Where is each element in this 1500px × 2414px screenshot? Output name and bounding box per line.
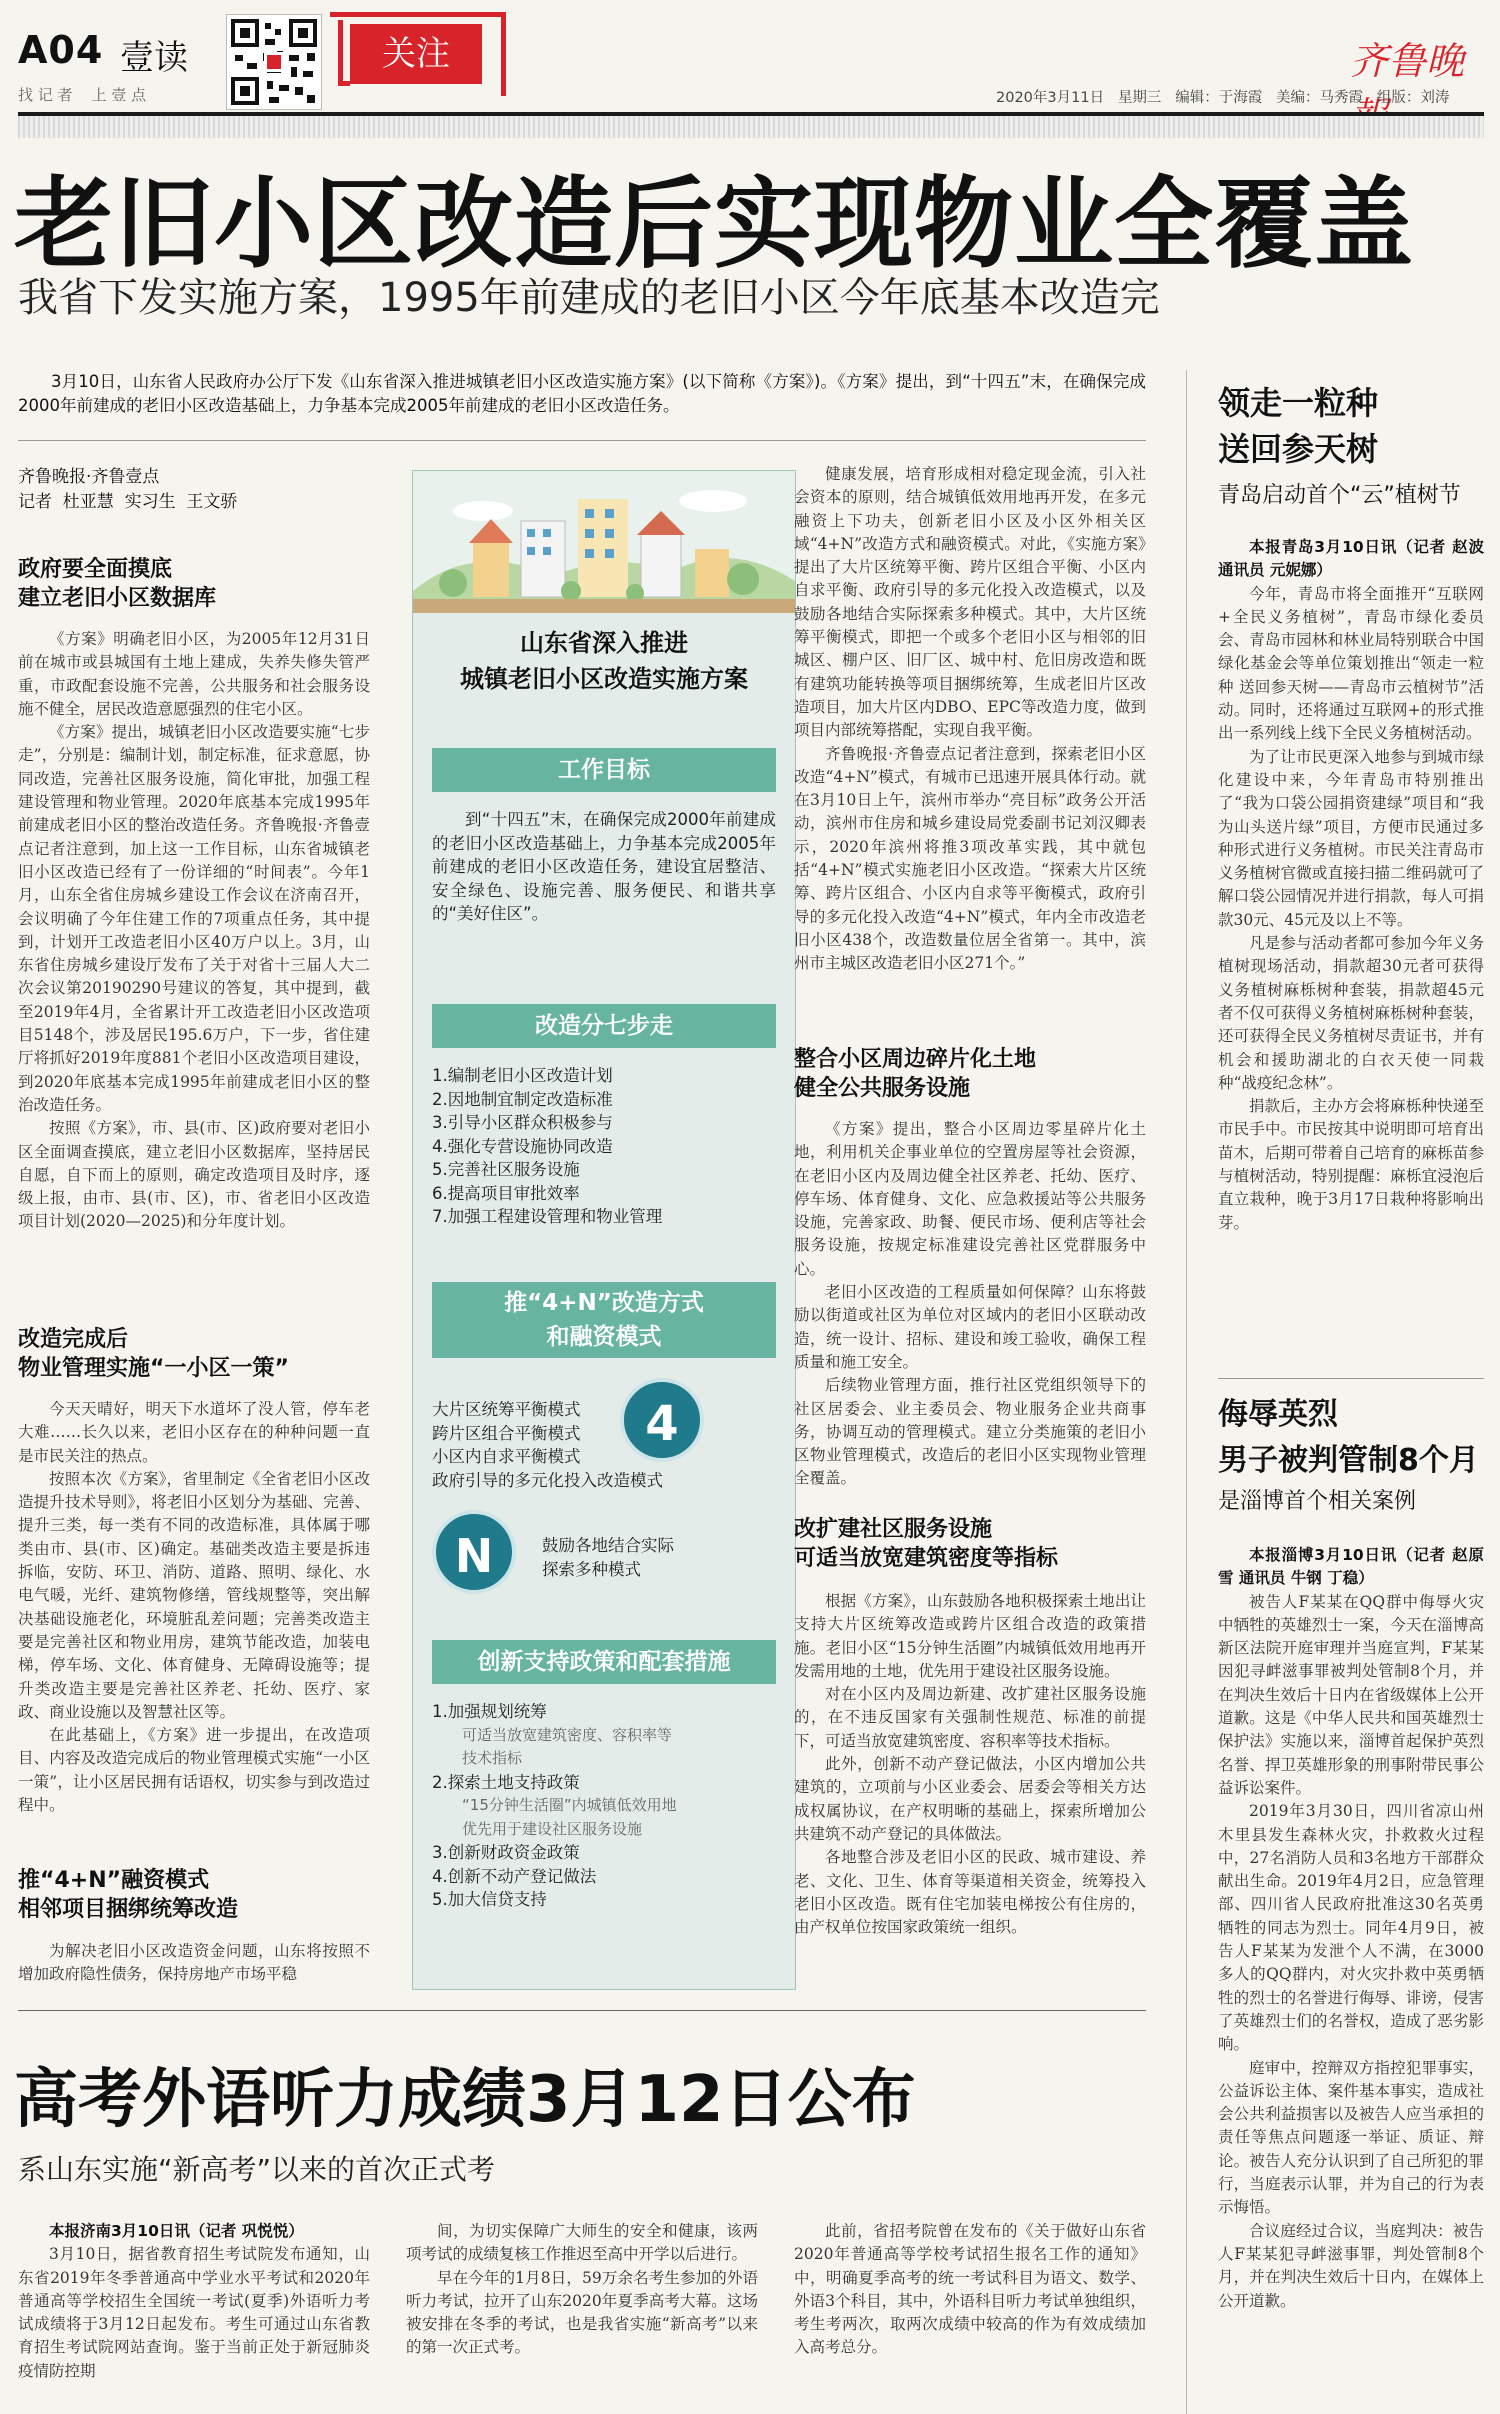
lead-rule (18, 440, 1146, 441)
section-tag: 关注 (350, 24, 482, 84)
paragraph: 根据《方案》，山东鼓励各地积极探索土地出让支持大片区统筹改造或跨片区组合改造的政策措施。老旧小区“15分钟生活圈”内城镇低效用地再开发需用地的土地，优先用于建设社区服务设施。 (794, 1592, 1146, 1680)
paragraph: 合议庭经过合议，当庭判决：被告人F某某犯寻衅滋事罪，判处管制8个月，并在判决生效后十日内，在媒体上公开道歉。 (1218, 2221, 1484, 2310)
slogan: 找 记 者 上 壹 点 (18, 86, 147, 104)
section3-title: 推“4+N”融资模式 相邻项目捆绑统筹改造 (18, 1868, 239, 1922)
paragraph: 老旧小区改造的工程质量如何保障？山东将鼓励以街道或社区为单位对区域内的老旧小区联动改造，统一设计、招标、建设和竣工验收，确保工程质量和施工安全。 (794, 1283, 1146, 1371)
list-item: 4.强化专营设施协同改造 (432, 1136, 613, 1156)
section2-title: 改造完成后 物业管理实施“一小区一策” (18, 1327, 289, 1381)
bottom-col1: 本报济南3月10日讯（记者 巩悦悦） 3月10日，据省教育招生考试院发布通知，山东省2019年冬季普通高中学业水平考试和2020年普通高等学校招生全国统一考试(夏季)外语听力考试成绩将于3月12日起发布。考生可通过山东省教育招生考试院网站查询。鉴于当前正处于新冠肺炎疫情防控期 (18, 2222, 370, 2380)
side1-byline: 本报青岛3月10日讯（记者 赵波 通讯员 元妮娜） (1218, 538, 1484, 580)
paragraph: 间，为切实保障广大师生的安全和健康，该两项考试的成绩复核工作推迟至高中开学以后进行。 (406, 2222, 758, 2264)
section-name: 壹读 (120, 38, 188, 78)
section1-title: 政府要全面摸底 建立老旧小区数据库 (18, 557, 217, 611)
page-number: A04 (18, 28, 104, 72)
lead-paragraph: 3月10日，山东省人民政府办公厅下发《山东省深入推进城镇老旧小区改造实施方案》(以下简称《方案》)。《方案》提出，到“十四五”末，在确保完成2000年前建成的老旧小区改造基础上，力争基本完成2005年前建成的老旧小区改造任务。 (18, 372, 1146, 415)
city-illustration (413, 471, 795, 613)
letter-n-badge: N (432, 1510, 516, 1594)
paragraph: 在此基础上，《方案》进一步提出，在改造项目、内容及改造完成后的物业管理模式实施“一小区一策”，让小区居民拥有话语权，切实参与到改造过程中。 (18, 1726, 370, 1815)
byline-outlet: 齐鲁晚报·齐鲁壹点 (18, 467, 160, 487)
paragraph: 庭审中，控辩双方指控犯罪事实，公益诉讼主体、案件基本事实，造成社会公共利益损害以及被告人应当承担的责任等焦点问题逐一举证、质证、辩论。被告人充分认识到了自己所犯的罪行，当庭表示认罪，并为自己的行为表示悔悟。 (1218, 2058, 1484, 2217)
list-item: “15分钟生活圈”内城镇低效用地 (432, 1796, 677, 1814)
side-rule (1218, 1378, 1484, 1379)
list-item: 大片区统筹平衡模式 (432, 1400, 581, 1419)
infobox-steps-list (432, 1064, 776, 1229)
side-divider (1186, 370, 1187, 2414)
qr-code-icon (226, 14, 322, 110)
column3-body (794, 463, 1146, 1028)
side2-title: 侮辱英烈 男子被判管制8个月 (1218, 1397, 1479, 1478)
tag-bracket-icon (338, 20, 350, 86)
list-item: 政府引导的多元化投入改造模式 (432, 1470, 663, 1490)
paragraph: 为解决老旧小区改造资金问题，山东将按照不增加政府隐性债务，保持房地产市场平稳 (18, 1942, 370, 1984)
bottom-rule (18, 2010, 1146, 2011)
infobox-finance-banner: 推“4+N”改造方式 和融资模式 (432, 1282, 776, 1358)
list-item: 技术指标 (432, 1749, 523, 1767)
infobox-goal-banner: 工作目标 (432, 748, 776, 792)
side2-subtitle: 是淄博首个相关案例 (1218, 1489, 1417, 1514)
paragraph: 2019年3月30日，四川省凉山州木里县发生森林火灾，扑救救火过程中，27名消防人员和3名地方干部群众献出生命。2019年4月2日，应急管理部、四川省人民政府批准这30名英勇牺牲的同志为烈士。同年4月9日，被告人F某某为发泄个人不满，在3000多人的QQ群内，对火灾扑救中英勇牺牲的烈士的名誉进行侮辱、诽谤，侵害了英雄烈士们的名誉权，造成了恶劣影响。 (1218, 1802, 1484, 2054)
section1-body (18, 628, 370, 1306)
paragraph: 按照本次《方案》，省里制定《全省老旧小区改造提升技术导则》，将老旧小区划分为基础、完善、提升三类，每一类有不同的改造标准，具体属于哪类由市、县(市、区)确定。基础类改造主要是拆违拆临，安防、环卫、消防、道路、照明、绿化、水电气暖，光纤、建筑物修缮，管线规整等，突出解决基础设施老化，环境脏乱差问题；完善类改造主要是完善社区和物业用房，建筑节能改造，加装电梯，停车场、文化、体育健身、无障碍设施等；提升类改造主要是完善社区养老、托幼、医疗、家政、商业设施以及智慧社区等。 (18, 1469, 370, 1721)
side1-title: 领走一粒种 送回参天树 (1218, 384, 1379, 468)
side2-body (1218, 1544, 1484, 2404)
side2-byline: 本报淄博3月10日讯（记者 赵原雪 通讯员 牛钢 丁稳） (1218, 1546, 1484, 1588)
paragraph: 齐鲁晚报·齐鲁壹点记者注意到，探索老旧小区改造“4+N”模式，有城市已迅速开展具体行动。就在3月10日上午，滨州市举办“亮目标”政务公开活动，滨州市住房和城乡建设局党委副书记刘汉卿表示，2020年滨州将推3项改革实践，其中就包括“4+N”模式实施老旧小区改造。“探索大片区统筹、跨片区组合、小区内自求等平衡模式，政府引导的多元化投入改造“4+N”模式，年内全市改造老旧小区438个，改造数量位居全省第一。其中，滨州市主城区改造老旧小区271个。” (794, 744, 1146, 973)
list-item: 3.创新财政资金政策 (432, 1843, 580, 1862)
bottom-subhead: 系山东实施“新高考”以来的首次正式考 (18, 2153, 496, 2186)
list-item: 2.因地制宜制定改造标准 (432, 1089, 613, 1109)
paragraph: 各地整合涉及老旧小区的民政、城市建设、养老、文化、卫生、体育等渠道相关资金，统筹投入老旧小区改造。既有住宅加装电梯按公有住房的，由产权单位按国家政策统一组织。 (794, 1848, 1146, 1937)
issue-meta: 2020年3月11日 星期三 编辑：于海霞 美编：马秀霞 组版：刘涛 (996, 90, 1450, 106)
list-item: 3.引导小区群众积极参与 (432, 1113, 613, 1132)
paragraph: 此外，创新不动产登记做法，小区内增加公共建筑的，立项前与小区业委会、居委会等相关方达成权属协议，在产权明晰的基础上，探索所增加公共建筑不动产登记的具体做法。 (794, 1755, 1146, 1843)
list-item: 优先用于建设社区服务设施 (432, 1819, 643, 1838)
header-band (18, 116, 1484, 138)
infobox-policy-banner: 创新支持政策和配套措施 (432, 1640, 776, 1684)
paragraph: 今年，青岛市将全面推开“互联网+全民义务植树”，青岛市绿化委员会、青岛市园林和林业局特别联合中国绿化基金会等单位策划推出“领走一粒种 送回参天树——青岛市云植树节”活动。同时，还将通过互联网+的形式推出一系列线上线下全民义务植树活动。 (1218, 584, 1484, 743)
list-item: 4.创新不动产登记做法 (432, 1866, 597, 1886)
list-item: 5.完善社区服务设施 (432, 1160, 580, 1179)
list-item: 1.加强规划统筹 (432, 1702, 547, 1721)
list-item: 1.编制老旧小区改造计划 (432, 1066, 613, 1085)
section5-title: 改扩建社区服务设施 可适当放宽建筑密度等指标 (794, 1517, 1059, 1571)
list-item: 小区内自求平衡模式 (432, 1447, 581, 1466)
bottom-col3 (794, 2220, 1146, 2406)
bottom-headline: 高考外语听力成绩3月12日公布 (14, 2063, 916, 2137)
list-item: 可适当放宽建筑密度、容积率等 (432, 1725, 673, 1744)
paragraph: 被告人F某某在QQ群中侮辱火灾中牺牲的英雄烈士一案，今天在淄博高新区法院开庭审理并当庭宣判，F某某因犯寻衅滋事罪被判处管制8个月，并在判决生效后十日内在省级媒体上公开道歉。这是《中华人民共和国英雄烈士保护法》实施以来，淄博首起保护英烈名誉、捍卫英雄形象的刑事附带民事公益诉讼案件。 (1218, 1592, 1484, 1797)
infobox-policy-list (432, 1700, 776, 1912)
section4-title: 整合小区周边碎片化土地 健全公共服务设施 (794, 1047, 1037, 1101)
paragraph: 对在小区内及周边新建、改扩建社区服务设施的，在不违反国家有关强制性规范、标准的前提下，可适当放宽建筑密度、容积率等技术指标。 (794, 1685, 1146, 1750)
paragraph: 为了让市民更深入地参与到城市绿化建设中来，今年青岛市特别推出了“我为口袋公园捐资建绿”项目和“我为山头送片绿”项目，方便市民通过多种形式进行义务植树。市民关注青岛市义务植树官微或直接扫描二维码就可了解口袋公园情况并进行捐款，每人可捐款30元、45元及以上不等。 (1218, 747, 1484, 929)
list-item: 5.加大信贷支持 (432, 1890, 547, 1909)
list-item: 6.提高项目审批效率 (432, 1183, 580, 1203)
bottom-byline: 本报济南3月10日讯（记者 巩悦悦） (49, 2222, 304, 2240)
section5-body (794, 1590, 1146, 1990)
paragraph: 捐款后，主办方会将麻栎种快递至市民手中。市民按其中说明即可培育出苗木，后期可带着自己培育的麻栎苗参与植树活动，特别提醒：麻栎宜浸泡后直立栽种，晚于3月17日栽种将影响出芽。 (1218, 1097, 1484, 1232)
paragraph: 按照《方案》，市、县(市、区)政府要对老旧小区全面调查摸底，建立老旧小区数据库，坚持居民自愿，自下而上的原则，确定改造项目及时序，逐级上报，由市、县(市、区)，市、省老旧小区改造项目计划(2020—2025)和分年度计划。 (18, 1119, 370, 1231)
paragraph: 《方案》明确老旧小区，为2005年12月31日前在城市或县城国有土地上建成，失养失修失管严重，市政配套设施不完善，公共服务和社会服务设施不健全，居民改造意愿强烈的住宅小区。 (18, 630, 370, 718)
section4-body (794, 1118, 1146, 1518)
infobox-goal-text: 到“十四五”末，在确保完成2000年前建成的老旧小区改造基础上，力争基本完成2005年前建成的老旧小区改造任务，建设宜居整洁、安全绿色、设施完善、服务便民、和谐共享的“美好住区”。 (432, 810, 776, 923)
list-item: 7.加强工程建设管理和物业管理 (432, 1207, 663, 1226)
side1-body (1218, 536, 1484, 1356)
paragraph: 此前，省招考院曾在发布的《关于做好山东省2020年普通高等学校考试招生报名工作的通知》中，明确夏季高考的统一考试科目为语文、数学、外语3个科目，其中，外语科目听力考试单独组织，考生考两次，取两次成绩中较高的作为有效成绩加入高考总分。 (794, 2222, 1146, 2357)
side1-subtitle: 青岛启动首个“云”植树节 (1218, 483, 1461, 508)
section2-body (18, 1398, 370, 1866)
paragraph: 《方案》提出，城镇老旧小区改造要实施“七步走”，分别是：编制计划，制定标准，征求意愿，协同改造，完善社区服务设施，简化审批，加强工程建设管理和物业管理。2020年底基本完成1995年前建成老旧小区的整治改造任务。齐鲁晚报·齐鲁壹点记者注意到，加上这一工作目标，山东省城镇老旧小区改造已经有了一份详细的“时间表”。今年1月，山东全省住房城乡建设工作会议在济南召开，会议明确了今年住建工作的7项重点任务，其中提到，计划开工改造老旧小区40万户以上。3月，山东省住房城乡建设厅发布了关于对省十三届人大二次会议第20190290号建议的答复，其中提到，截至2019年4月，全省累计开工改造老旧小区改造项目5148个，涉及居民195.6万户，下一步，省住建厅将抓好2019年度881个老旧小区改造项目建设，到2020年底基本完成1995年前建成老旧小区的整治改造任务。 (18, 723, 370, 1114)
infobox-steps-banner: 改造分七步走 (432, 1004, 776, 1048)
paragraph: 后续物业管理方面，推行社区党组织领导下的社区居委会、业主委员会、物业服务企业共商事务，协调互动的管理模式。建立分类施策的老旧小区物业管理模式，改造后的老旧小区实现物业管理全覆盖。 (794, 1376, 1146, 1488)
infobox-n-text: 鼓励各地结合实际 探索多种模式 (542, 1536, 674, 1579)
paragraph: 今天天晴好，明天下水道坏了没人管，停车老大难……长久以来，老旧小区存在的种种问题一直是市民关注的热点。 (18, 1400, 370, 1465)
newspaper-logo: 齐鲁晚 (1350, 39, 1465, 83)
section3-body (18, 1940, 370, 1988)
paragraph: 凡是参与活动者都可参加今年义务植树现场活动，捐款超30元者可获得义务植树麻栎树种套装，捐款超45元者不仅可获得义务植树麻栎树种套装，还可获得全民义务植树尽责证书，并有机会和援助湖北的白衣天使一同栽种“战疫纪念林”。 (1218, 934, 1484, 1092)
paragraph: 健康发展，培育形成相对稳定现金流，引入社会资本的原则，结合城镇低效用地再开发，在多元融资上下功夫，创新老旧小区及小区外相关区域“4+N”改造方式和融资模式。对此，《实施方案》提出了大片区统筹平衡、跨片区组合平衡、小区内自求平衡、政府引导的多元化投入改造模式，以及鼓励各地结合实际探索多种模式。其中，大片区统筹平衡模式，即把一个或多个老旧小区与相邻的旧城区、棚户区、旧厂区、城中村、危旧房改造和既有建筑功能转换等项目捆绑统筹，生成老旧片区改造项目，加大片区内DBO、EPC等改造力度，做到项目内部统筹搭配，实现自我平衡。 (794, 465, 1146, 740)
paragraph: 早在今年的1月8日，59万余名考生参加的外语听力考试，拉开了山东2020年夏季高考大幕。这场被安排在冬季的考试，也是我省实施“新高考”以来的第一次正式考。 (406, 2268, 758, 2357)
paragraph: 《方案》提出，整合小区周边零星碎片化土地，利用机关企事业单位的空置房屋等社会资源，在老旧小区内及周边健全社区养老、托幼、医疗、停车场、体育健身、文化、应急救援站等公共服务设施，完善家政、助餐、便民市场、便利店等社会服务设施，按规定标准建设完善社区党群服务中心。 (794, 1120, 1146, 1278)
bottom-col2 (406, 2220, 758, 2406)
infobox-title: 山东省深入推进 城镇老旧小区改造实施方案 (460, 629, 748, 693)
main-subhead: 我省下发实施方案，1995年前建成的老旧小区今年底基本改造完 (18, 275, 1160, 321)
number-4-badge: 4 (620, 1378, 704, 1462)
byline-reporters: 记者 杜亚慧 实习生 王文骄 (18, 492, 238, 512)
list-item: 2.探索土地支持政策 (432, 1772, 580, 1792)
main-headline: 老旧小区改造后实现物业全覆盖 (14, 167, 1414, 282)
list-item: 跨片区组合平衡模式 (432, 1423, 581, 1443)
